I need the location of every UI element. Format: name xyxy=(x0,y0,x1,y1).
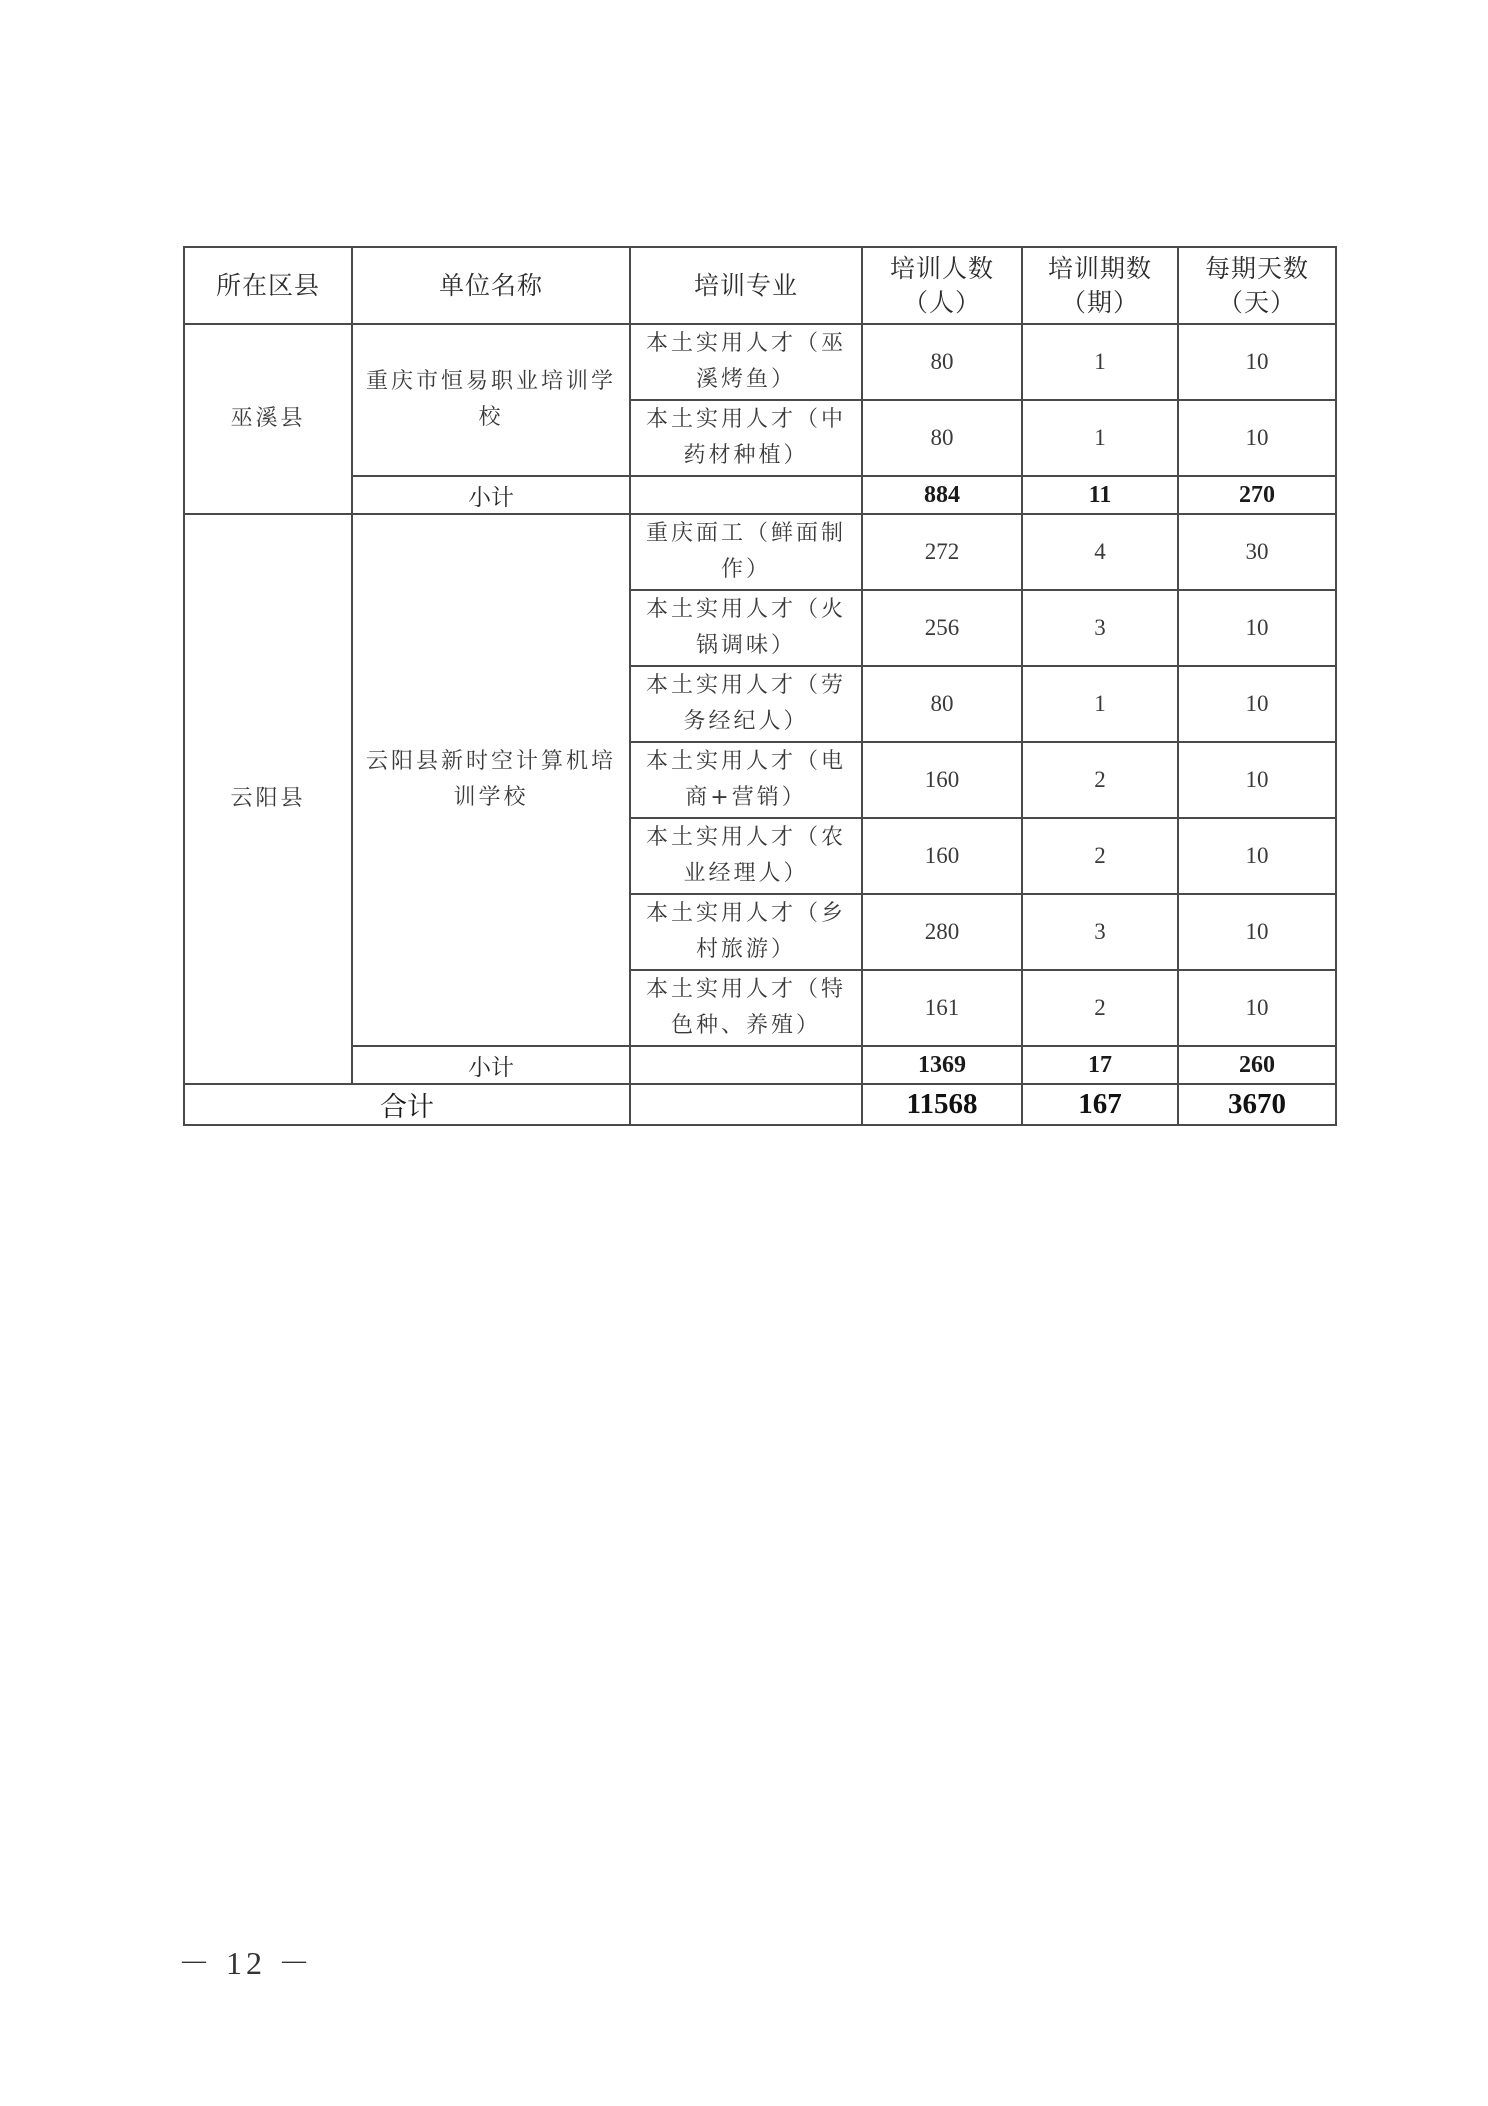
trainees-cell: 160 xyxy=(862,742,1022,818)
days-cell: 30 xyxy=(1178,514,1336,590)
header-sessions-line2: （期） xyxy=(1060,287,1139,317)
total-row xyxy=(184,1084,1336,1125)
subtotal-label: 小计 xyxy=(352,1046,630,1084)
header-days-line1: 每期天数 xyxy=(1204,253,1309,283)
sessions-cell: 1 xyxy=(1022,324,1178,400)
trainees-cell: 80 xyxy=(862,324,1022,400)
total-days: 3670 xyxy=(1178,1084,1336,1125)
header-sessions xyxy=(1022,247,1178,324)
table-row xyxy=(184,324,1336,400)
header-district: 所在区县 xyxy=(184,247,352,324)
header-days-line2: （天） xyxy=(1217,287,1296,317)
major-cell: 本土实用人才（电商+营销） xyxy=(630,742,862,818)
subtotal-sessions: 17 xyxy=(1022,1046,1178,1084)
trainees-cell: 161 xyxy=(862,970,1022,1046)
header-trainees xyxy=(862,247,1022,324)
sessions-cell: 3 xyxy=(1022,894,1178,970)
header-trainees-line1: 培训人数 xyxy=(889,253,994,283)
sessions-cell: 4 xyxy=(1022,514,1178,590)
subtotal-major-cell xyxy=(630,1046,862,1084)
subtotal-trainees: 1369 xyxy=(862,1046,1022,1084)
total-label: 合计 xyxy=(184,1084,630,1125)
sessions-cell: 2 xyxy=(1022,742,1178,818)
major-cell: 本土实用人才（农业经理人） xyxy=(630,818,862,894)
header-days xyxy=(1178,247,1336,324)
trainees-cell: 256 xyxy=(862,590,1022,666)
subtotal-days: 270 xyxy=(1178,476,1336,514)
major-cell: 重庆面工（鲜面制作） xyxy=(630,514,862,590)
trainees-cell: 272 xyxy=(862,514,1022,590)
days-cell: 10 xyxy=(1178,894,1336,970)
days-cell: 10 xyxy=(1178,324,1336,400)
trainees-cell: 160 xyxy=(862,818,1022,894)
major-cell: 本土实用人才（中药材种植） xyxy=(630,400,862,476)
days-cell: 10 xyxy=(1178,590,1336,666)
subtotal-major-cell xyxy=(630,476,862,514)
subtotal-label: 小计 xyxy=(352,476,630,514)
days-cell: 10 xyxy=(1178,742,1336,818)
trainees-cell: 280 xyxy=(862,894,1022,970)
subtotal-days: 260 xyxy=(1178,1046,1336,1084)
header-major: 培训专业 xyxy=(630,247,862,324)
district-cell: 巫溪县 xyxy=(184,324,352,514)
district-cell: 云阳县 xyxy=(184,514,352,1084)
header-unit: 单位名称 xyxy=(352,247,630,324)
days-cell: 10 xyxy=(1178,818,1336,894)
header-sessions-line1: 培训期数 xyxy=(1047,253,1152,283)
table-header-row xyxy=(184,247,1336,324)
major-cell: 本土实用人才（特色种、养殖） xyxy=(630,970,862,1046)
sessions-cell: 1 xyxy=(1022,400,1178,476)
sessions-cell: 3 xyxy=(1022,590,1178,666)
subtotal-trainees: 884 xyxy=(862,476,1022,514)
sessions-cell: 1 xyxy=(1022,666,1178,742)
days-cell: 10 xyxy=(1178,970,1336,1046)
major-cell: 本土实用人才（巫溪烤鱼） xyxy=(630,324,862,400)
subtotal-row xyxy=(184,1046,1336,1084)
total-trainees: 11568 xyxy=(862,1084,1022,1125)
major-cell: 本土实用人才（火锅调味） xyxy=(630,590,862,666)
table-row xyxy=(184,514,1336,590)
major-cell: 本土实用人才（劳务经纪人） xyxy=(630,666,862,742)
total-major-cell xyxy=(630,1084,862,1125)
major-cell: 本土实用人才（乡村旅游） xyxy=(630,894,862,970)
training-table xyxy=(183,246,1337,1126)
page-number: － 12 － xyxy=(178,1945,315,1981)
trainees-cell: 80 xyxy=(862,400,1022,476)
unit-cell: 重庆市恒易职业培训学校 xyxy=(352,324,630,476)
total-sessions: 167 xyxy=(1022,1084,1178,1125)
trainees-cell: 80 xyxy=(862,666,1022,742)
subtotal-sessions: 11 xyxy=(1022,476,1178,514)
subtotal-row xyxy=(184,476,1336,514)
days-cell: 10 xyxy=(1178,666,1336,742)
sessions-cell: 2 xyxy=(1022,970,1178,1046)
header-trainees-line2: （人） xyxy=(902,287,981,317)
sessions-cell: 2 xyxy=(1022,818,1178,894)
days-cell: 10 xyxy=(1178,400,1336,476)
unit-cell: 云阳县新时空计算机培训学校 xyxy=(352,514,630,1046)
